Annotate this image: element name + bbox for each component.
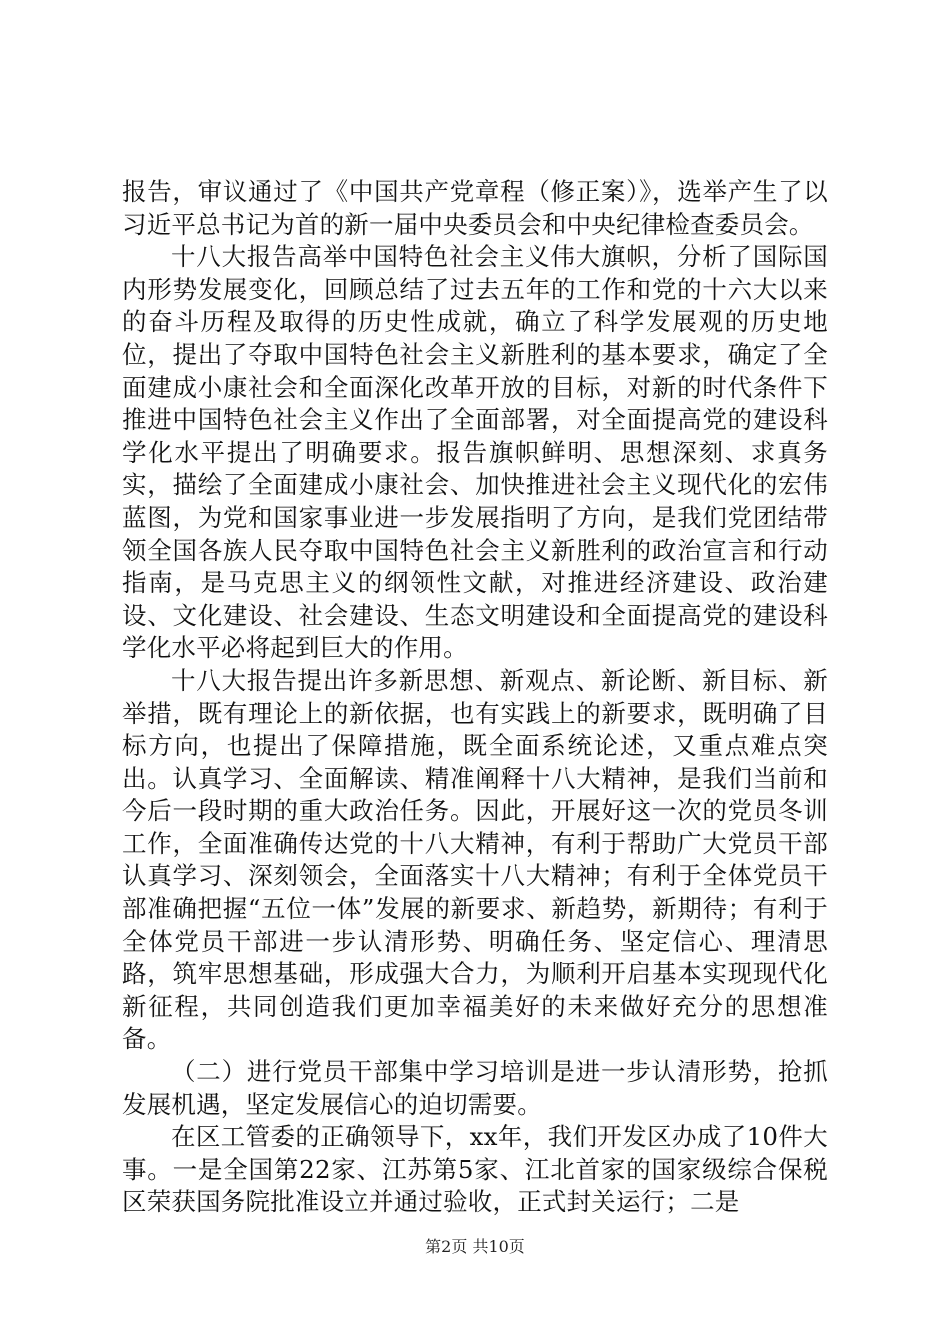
paragraph-continuation: 报告，审议通过了《中国共产党章程（修正案）》，选举产生了以习近平总书记为首的新一届中央委员会和中央纪律检查委员会。 xyxy=(122,177,828,239)
paragraph-section-heading: （二）进行党员干部集中学习培训是进一步认清形势，抢抓发展机遇，坚定发展信心的迫切需要。 xyxy=(122,1057,828,1119)
paragraph-development-achievements: 在区工管委的正确领导下，xx年，我们开发区办成了10件大事。一是全国第22家、江苏第5家、江北首家的国家级综合保税区荣获国务院批准设立并通过验收，正式封关运行；二是 xyxy=(122,1122,828,1217)
page-number-footer: 第2页 共10页 xyxy=(425,1237,525,1256)
paragraph-study-task: 十八大报告提出许多新思想、新观点、新论断、新目标、新举措，既有理论上的新依据，也有实践上的新要求，既明确了目标方向，也提出了保障措施，既全面系统论述，又重点难点突出。认真学习、全面解读、精准阐释十八大精神，是我们当前和今后一段时期的重大政治任务。因此，开展好这一次的党员冬训工作，全面准确传达党的十八大精神，有利于帮助广大党员干部认真学习、深刻领会，全面落实十八大精神；有利于全体党员干部准确把握“五位一体”发展的新要求、新趋势，新期待；有利于全体党员干部进一步认清形势、明确任务、坚定信心、理清思路，筑牢思想基础，形成强大合力，为顺利开启基本实现现代化新征程，共同创造我们更加幸福美好的未来做好充分的思想准备。 xyxy=(122,665,828,1054)
document-body xyxy=(122,176,828,1219)
paragraph-report-significance: 十八大报告高举中国特色社会主义伟大旗帜，分析了国际国内形势发展变化，回顾总结了过去五年的工作和党的十六大以来的奋斗历程及取得的历史性成就，确立了科学发展观的历史地位，提出了夺取中国特色社会主义新胜利的基本要求，确定了全面建成小康社会和全面深化改革开放的目标，对新的时代条件下推进中国特色社会主义作出了全面部署，对全面提高党的建设科学化水平提出了明确要求。报告旗帜鲜明、思想深刻、求真务实，描绘了全面建成小康社会、加快推进社会主义现代化的宏伟蓝图，为党和国家事业进一步发展指明了方向，是我们党团结带领全国各族人民夺取中国特色社会主义新胜利的政治宣言和行动指南，是马克思主义的纲领性文献，对推进经济建设、政治建设、文化建设、社会建设、生态文明建设和全面提高党的建设科学化水平必将起到巨大的作用。 xyxy=(122,242,828,663)
